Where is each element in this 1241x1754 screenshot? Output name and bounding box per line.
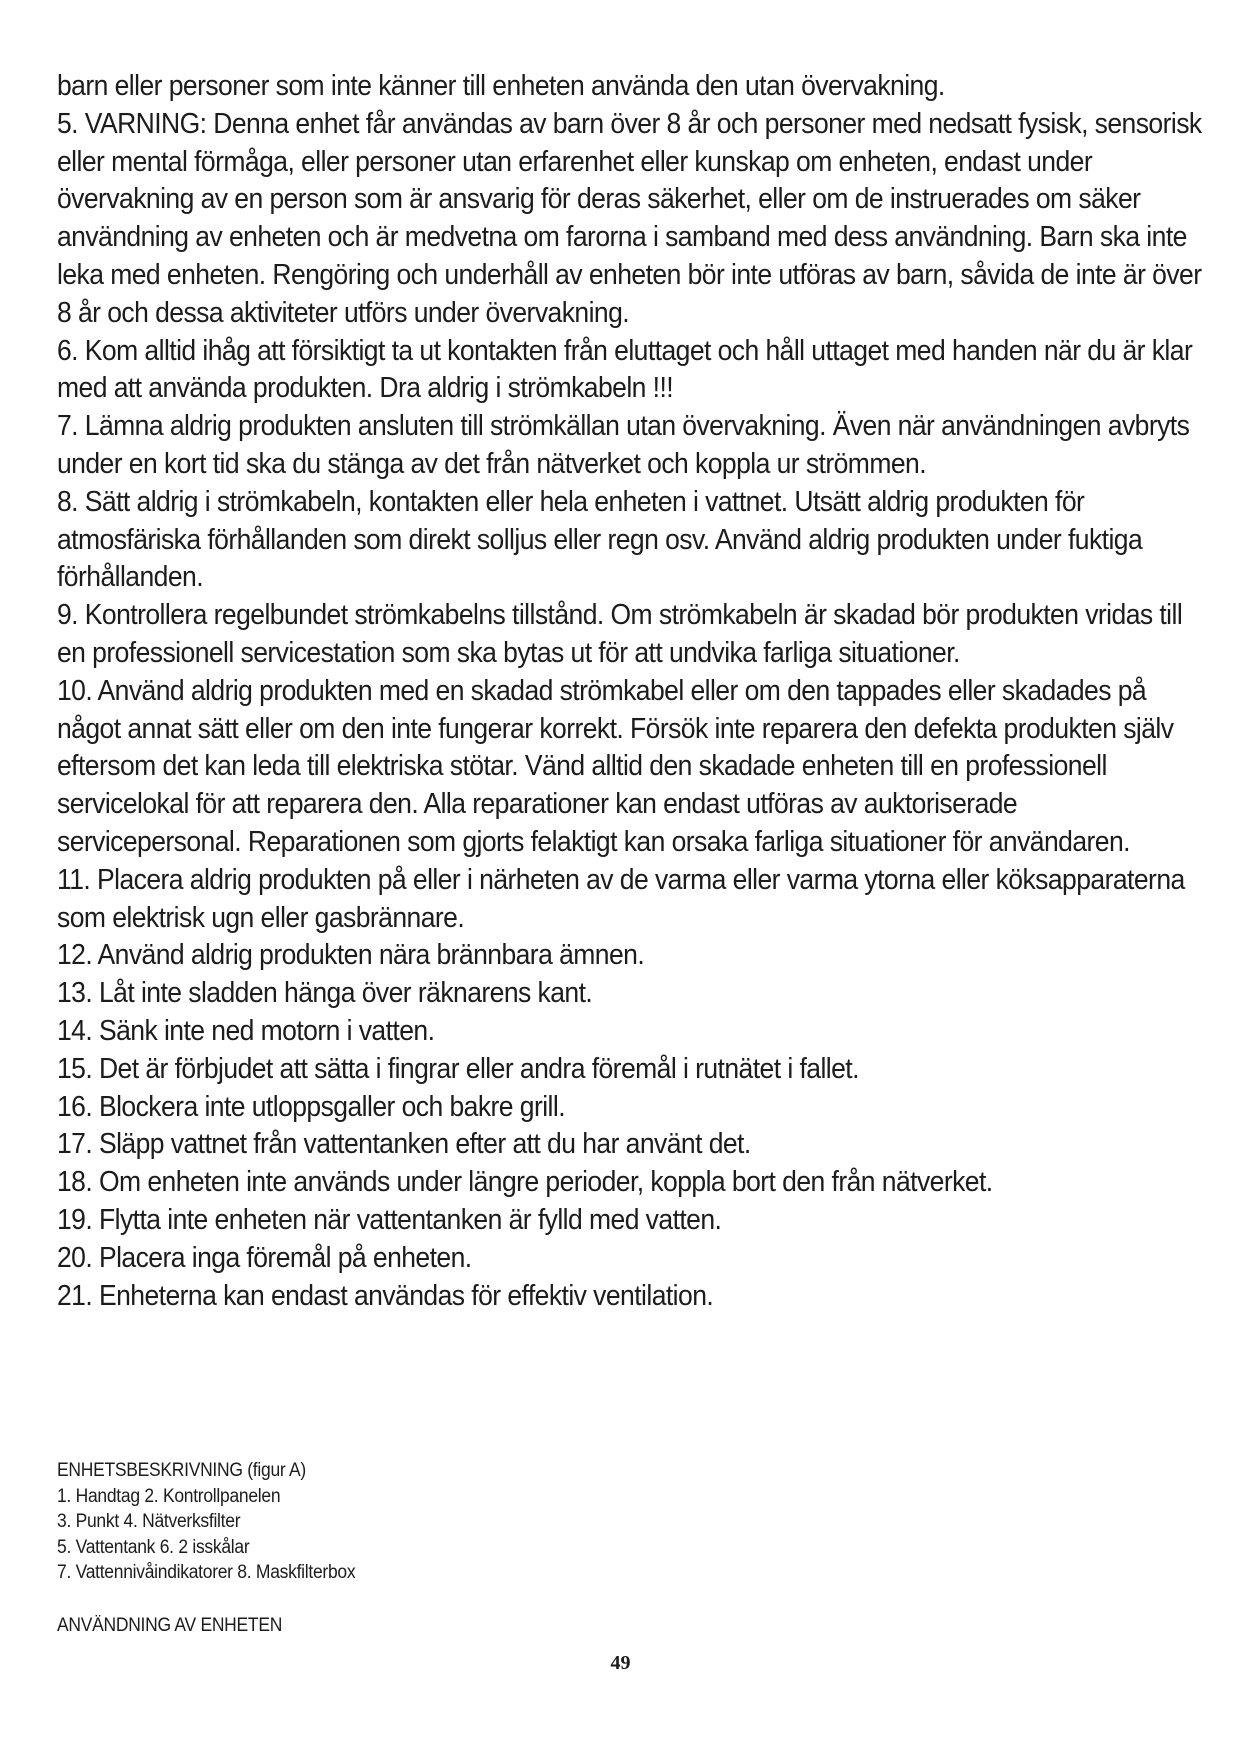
item-10: 10. Använd aldrig produkten med en skadad strömkabel eller om den tappades eller skadades på något annat sätt eller om den inte fungerar korrekt. Försök inte reparera den defekta produkten själv eftersom det kan leda till elektriska stötar. Vänd alltid den skadade enheten till en professionell servicelokal för att reparera den. Alla reparationer kan endast utföras av auktoriserade servicepersonal. Reparationen som gjorts felaktigt kan orsaka farliga situationer för användaren. [57,674,1174,858]
item-11: 11. Placera aldrig produkten på eller i närheten av de varma eller varma ytorna eller köksapparaterna som elektrisk ugn eller gasbrännare. [57,863,1185,934]
item-16: 16. Blockera inte utloppsgaller och bakre grill. [57,1090,566,1123]
unit-description [57,1458,757,1586]
item-7: 7. Lämna aldrig produkten ansluten till strömkällan utan övervakning. Även när användningen avbryts under en kort tid ska du stänga av det från nätverket och koppla ur strömmen. [57,410,1190,480]
description-line: 3. Punkt 4. Nätverksfilter [57,1511,241,1533]
item-8: 8. Sätt aldrig i strömkabeln, kontakten eller hela enheten i vattnet. Utsätt aldrig produkten för atmosfäriska förhållanden som direkt solljus eller regn osv. Använd aldrig produkten under fuktiga förhållanden. [57,485,1143,594]
item-14: 14. Sänk inte ned motorn i vatten. [57,1014,435,1047]
description-line: 5. Vattentank 6. 2 isskålar [57,1536,250,1558]
item-21: 21. Enheterna kan endast användas för effektiv ventilation. [57,1279,714,1312]
item-18: 18. Om enheten inte används under längre perioder, koppla bort den från nätverket. [57,1166,993,1199]
page-number: 49 [610,1652,631,1674]
usage-heading: ANVÄNDNING AV ENHETEN [57,1615,283,1636]
paragraph-continuation: barn eller personer som inte känner till enheten använda den utan övervakning. [57,70,945,102]
item-15: 15. Det är förbjudet att sätta i fingrar eller andra föremål i rutnätet i fallet. [57,1052,859,1085]
instructions-text [57,68,1207,1315]
item-17: 17. Släpp vattnet från vattentanken efter att du har använt det. [57,1128,751,1161]
description-heading: ENHETSBESKRIVNING (figur A) [57,1460,306,1481]
description-line: 1. Handtag 2. Kontrollpanelen [57,1485,281,1507]
item-6: 6. Kom alltid ihåg att försiktigt ta ut kontakten från eluttaget och håll uttaget med handen när du är klar med att använda produkten. Dra aldrig i strömkabeln !!! [57,334,1193,405]
description-line: 7. Vattennivåindikatorer 8. Maskfilterbox [57,1562,356,1584]
item-19: 19. Flytta inte enheten när vattentanken är fylld med vatten. [57,1203,722,1236]
item-13: 13. Låt inte sladden hänga över räknarens kant. [57,977,593,1010]
item-5: 5. VARNING: Denna enhet får användas av barn över 8 år och personer med nedsatt fysisk, sensorisk eller mental förmåga, eller personer utan erfarenhet eller kunskap om enheten, endast under övervakning av en person som är ansvarig för deras säkerhet, eller om de instruerades om säker användning av enheten och är medvetna om farorna i samband med dess användning. Barn ska inte leka med enheten. Rengöring och underhåll av enheten bör inte utföras av barn, såvida de inte är över 8 år och dessa aktiviteter utförs under övervakning. [57,107,1202,329]
item-12: 12. Använd aldrig produkten nära brännbara ämnen. [57,939,645,972]
item-9: 9. Kontrollera regelbundet strömkabelns tillstånd. Om strömkabeln är skadad bör produkten vridas till en professionell servicestation som ska bytas ut för att undvika farliga situationer. [57,599,1183,669]
item-20: 20. Placera inga föremål på enheten. [57,1241,472,1274]
